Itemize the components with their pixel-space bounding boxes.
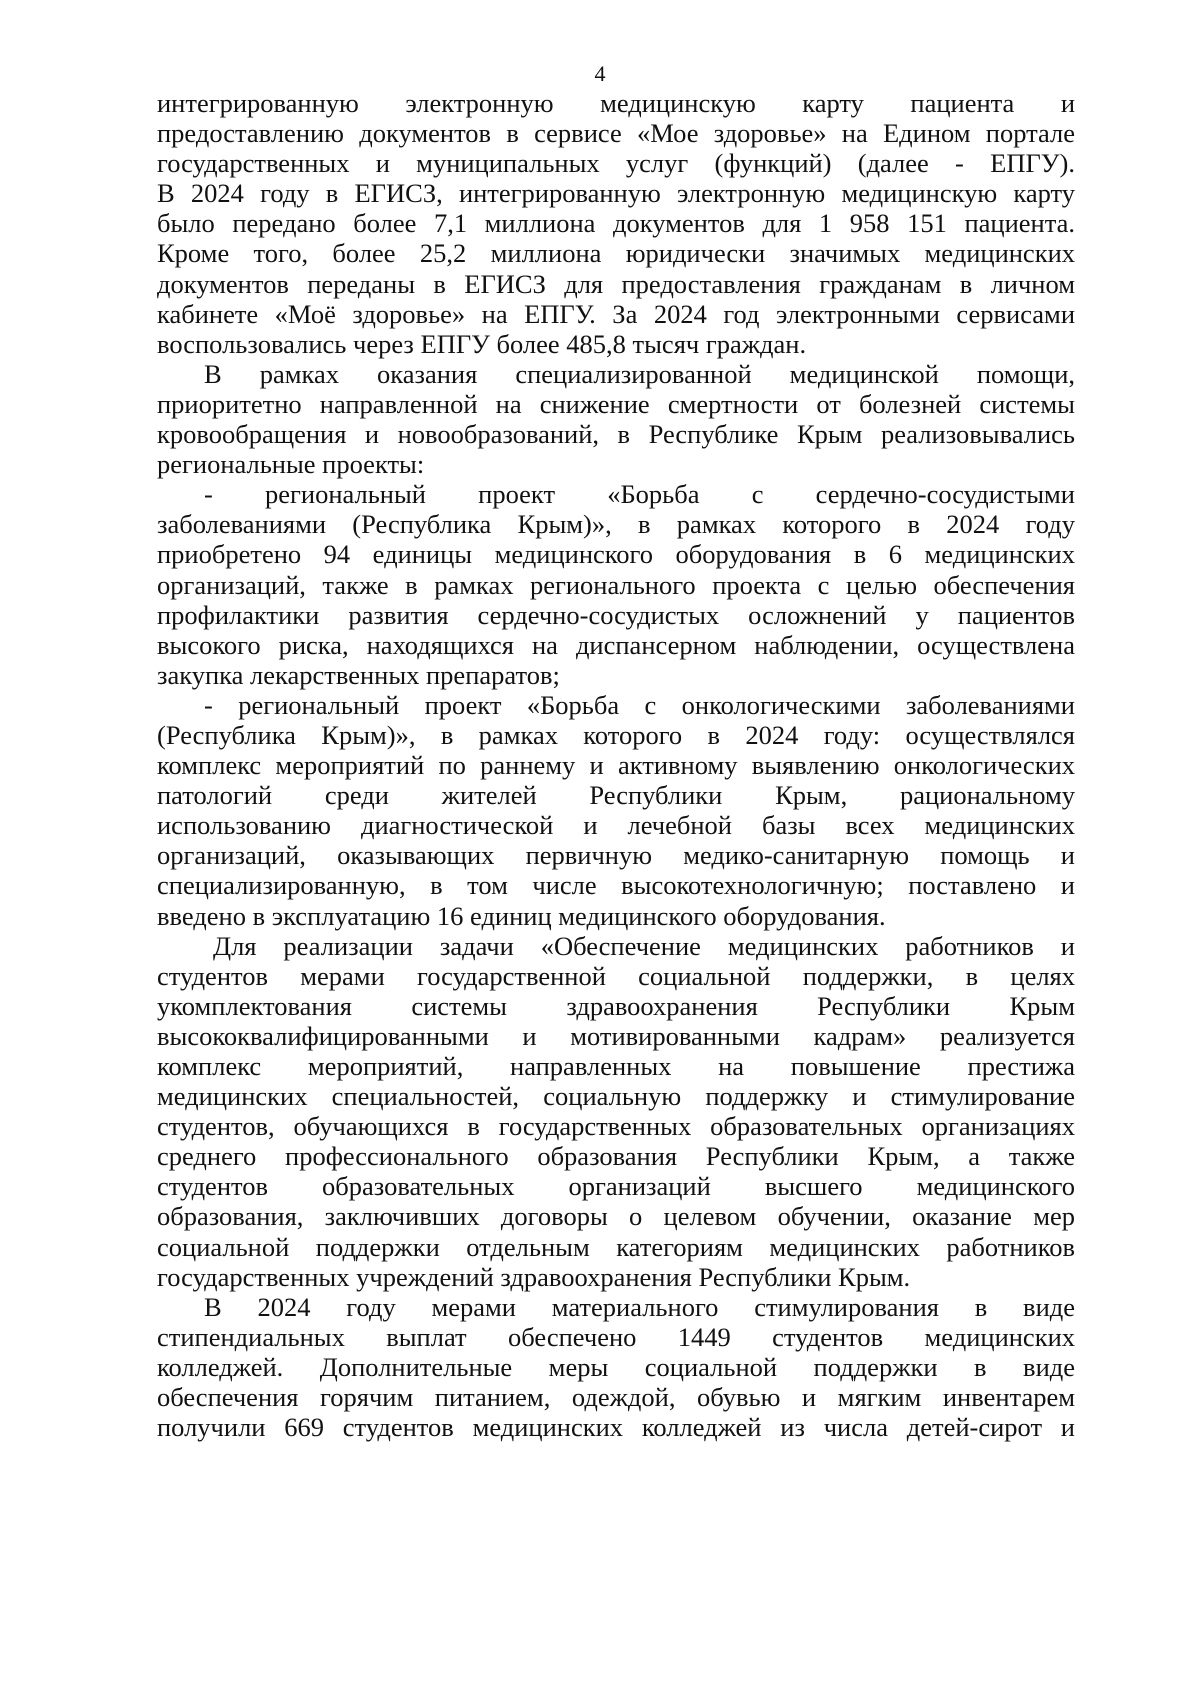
text-line: обеспечения горячим питанием, одеждой, обувью и мягким инвентарем — [157, 1382, 1075, 1413]
text-line: колледжей. Дополнительные меры социальной поддержки в виде — [157, 1351, 1075, 1382]
document-body — [157, 88, 1075, 1442]
text-line: - региональный проект «Борьба с онкологическими заболеваниями — [204, 689, 1075, 720]
list-item-cardiovascular-project — [157, 479, 1075, 690]
text-line: было передано более 7,1 миллиона документов для 1 958 151 пациента. — [157, 208, 1075, 239]
text-line: государственных учреждений здравоохранения Республики Крым. — [157, 1261, 911, 1292]
paragraph-scholarships — [157, 1292, 1075, 1442]
text-line: образования, заключивших договоры о целевом обучении, оказание мер — [157, 1201, 1075, 1232]
text-line: студентов мерами государственной социальной поддержки, в целях — [157, 960, 1075, 991]
text-line: заболеваниями (Республика Крым)», в рамках которого в 2024 году — [157, 509, 1075, 540]
page-number: 4 — [594, 61, 606, 86]
text-line: профилактики развития сердечно-сосудистых осложнений у пациентов — [157, 599, 1075, 630]
text-line: В рамках оказания специализированной медицинской помощи, — [204, 358, 1075, 389]
text-line: укомплектования системы здравоохранения Республики Крым — [157, 990, 1075, 1021]
text-line: медицинских специальностей, социальную поддержку и стимулирование — [157, 1081, 1075, 1112]
list-item-oncology-project — [157, 690, 1075, 931]
text-line: стипендиальных выплат обеспечено 1449 студентов медицинских — [157, 1321, 1075, 1352]
text-line: В 2024 году в ЕГИСЗ, интегрированную электронную медицинскую карту — [157, 178, 1075, 209]
text-line: В 2024 году мерами материального стимулирования в виде — [204, 1291, 1075, 1322]
text-line: воспользовались через ЕПГУ более 485,8 тысяч граждан. — [157, 328, 807, 359]
text-line: приоритетно направленной на снижение смертности от болезней системы — [157, 388, 1075, 419]
paragraph-social-support — [157, 931, 1075, 1292]
text-line: предоставлению документов в сервисе «Мое здоровье» на Едином портале — [157, 118, 1075, 149]
text-line: организаций, оказывающих первичную медико-санитарную помощь и — [157, 840, 1075, 871]
text-line: студентов, обучающихся в государственных образовательных организациях — [157, 1111, 1075, 1142]
text-line: социальной поддержки отдельным категориям медицинских работников — [157, 1231, 1075, 1262]
text-line: студентов образовательных организаций высшего медицинского — [157, 1171, 1075, 1202]
text-line: документов переданы в ЕГИСЗ для предоставления гражданам в личном — [157, 268, 1075, 299]
text-line: приобретено 94 единицы медицинского оборудования в 6 медицинских — [157, 539, 1075, 570]
text-line: - региональный проект «Борьба с сердечно-сосудистыми — [204, 479, 1075, 510]
text-line: Для реализации задачи «Обеспечение медицинских работников и — [213, 930, 1075, 961]
text-line: кровообращения и новообразований, в Республике Крым реализовывались — [157, 419, 1075, 450]
text-line: (Республика Крым)», в рамках которого в 2024 году: осуществлялся — [157, 719, 1075, 750]
text-line: высокого риска, находящихся на диспансерном наблюдении, осуществлена — [157, 629, 1075, 660]
paragraph-specialized-care — [157, 359, 1075, 479]
text-line: закупка лекарственных препаратов; — [157, 659, 560, 690]
text-line: государственных и муниципальных услуг (функций) (далее - ЕПГУ). — [157, 148, 1075, 179]
text-line: среднего профессионального образования Республики Крым, а также — [157, 1141, 1075, 1172]
text-line: патологий среди жителей Республики Крым, рациональному — [157, 780, 1075, 811]
text-line: получили 669 студентов медицинских колледжей из числа детей-сирот и — [157, 1412, 1075, 1443]
paragraph-ehr-documents — [157, 88, 1075, 359]
text-line: организаций, также в рамках регионального проекта с целью обеспечения — [157, 569, 1075, 600]
text-line: кабинете «Моё здоровье» на ЕПГУ. За 2024 год электронными сервисами — [157, 298, 1075, 329]
text-line: региональные проекты: — [157, 449, 425, 480]
text-line: специализированную, в том числе высокотехнологичную; поставлено и — [157, 870, 1075, 901]
text-line: комплекс мероприятий, направленных на повышение престижа — [157, 1051, 1075, 1081]
text-line: использованию диагностической и лечебной базы всех медицинских — [157, 810, 1075, 841]
text-line: высококвалифицированными и мотивированными кадрам» реализуется — [157, 1020, 1075, 1051]
text-line: интегрированную электронную медицинскую карту пациента и — [157, 88, 1075, 118]
text-line: комплекс мероприятий по раннему и активному выявлению онкологических — [157, 750, 1075, 781]
text-line: введено в эксплуатацию 16 единиц медицинского оборудования. — [157, 900, 886, 931]
text-line: Кроме того, более 25,2 миллиона юридически значимых медицинских — [157, 238, 1075, 269]
